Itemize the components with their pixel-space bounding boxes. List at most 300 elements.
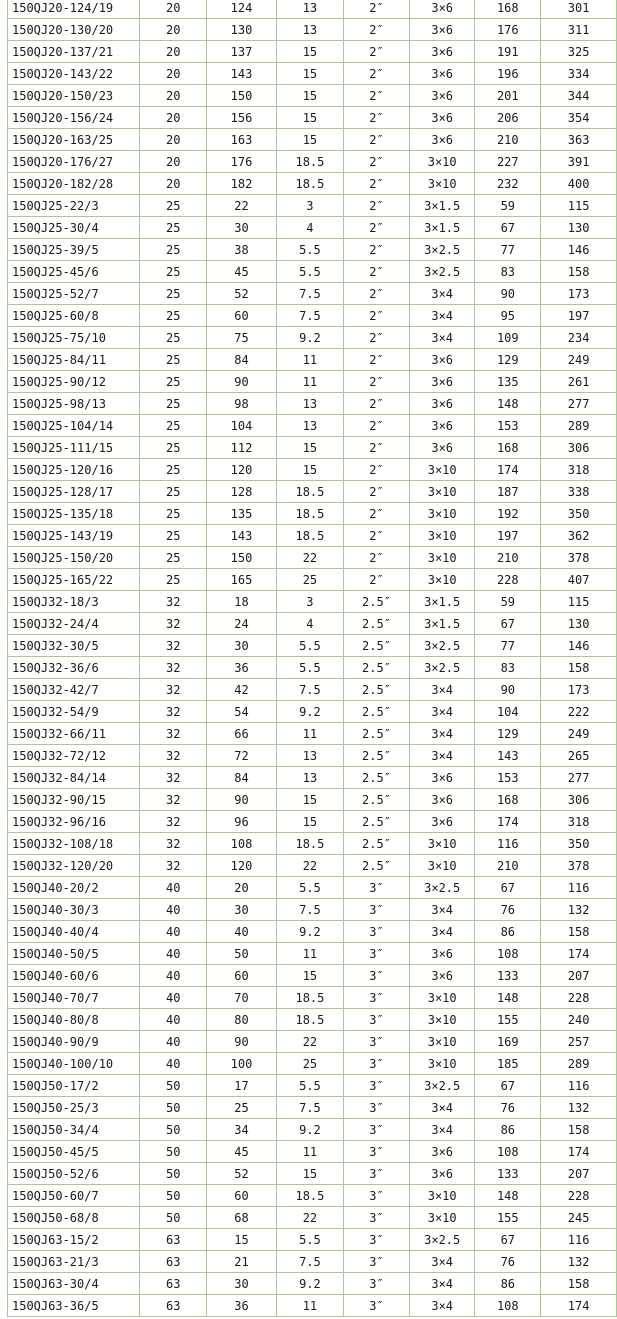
power-cell: 15 — [276, 437, 343, 459]
head-cell: 108 — [207, 833, 277, 855]
model-cell: 150QJ63-15/2 — [8, 1229, 140, 1251]
cable-cell: 3×10 — [410, 1009, 475, 1031]
head-cell: 98 — [207, 393, 277, 415]
outlet-cell: 2″ — [343, 0, 409, 19]
head-cell: 90 — [207, 789, 277, 811]
head-cell: 22 — [207, 195, 277, 217]
length-cell: 378 — [541, 547, 617, 569]
table-row — [8, 701, 617, 723]
weight-cell: 77 — [475, 239, 541, 261]
model-cell: 150QJ25-52/7 — [8, 283, 140, 305]
cable-cell: 3×1.5 — [410, 591, 475, 613]
length-cell: 146 — [541, 239, 617, 261]
weight-cell: 174 — [475, 459, 541, 481]
power-cell: 15 — [276, 107, 343, 129]
weight-cell: 86 — [475, 1119, 541, 1141]
table-row — [8, 745, 617, 767]
head-cell: 60 — [207, 965, 277, 987]
flow-cell: 20 — [140, 129, 207, 151]
head-cell: 75 — [207, 327, 277, 349]
cable-cell: 3×2.5 — [410, 1075, 475, 1097]
table-row — [8, 965, 617, 987]
cable-cell: 3×6 — [410, 63, 475, 85]
length-cell: 116 — [541, 1229, 617, 1251]
flow-cell: 40 — [140, 987, 207, 1009]
weight-cell: 67 — [475, 1075, 541, 1097]
flow-cell: 25 — [140, 239, 207, 261]
weight-cell: 168 — [475, 789, 541, 811]
table-row — [8, 459, 617, 481]
model-cell: 150QJ25-90/12 — [8, 371, 140, 393]
head-cell: 90 — [207, 1031, 277, 1053]
outlet-cell: 2″ — [343, 459, 409, 481]
outlet-cell: 2.5″ — [343, 833, 409, 855]
table-row — [8, 1031, 617, 1053]
cable-cell: 3×6 — [410, 0, 475, 19]
power-cell: 5.5 — [276, 877, 343, 899]
weight-cell: 153 — [475, 767, 541, 789]
power-cell: 9.2 — [276, 1273, 343, 1295]
power-cell: 18.5 — [276, 1009, 343, 1031]
model-cell: 150QJ40-50/5 — [8, 943, 140, 965]
cable-cell: 3×10 — [410, 503, 475, 525]
length-cell: 158 — [541, 1273, 617, 1295]
head-cell: 18 — [207, 591, 277, 613]
power-cell: 15 — [276, 789, 343, 811]
model-cell: 150QJ40-100/10 — [8, 1053, 140, 1075]
outlet-cell: 3″ — [343, 877, 409, 899]
table-row — [8, 437, 617, 459]
power-cell: 7.5 — [276, 305, 343, 327]
weight-cell: 210 — [475, 855, 541, 877]
head-cell: 100 — [207, 1053, 277, 1075]
power-cell: 22 — [276, 855, 343, 877]
cable-cell: 3×6 — [410, 19, 475, 41]
cable-cell: 3×4 — [410, 745, 475, 767]
power-cell: 15 — [276, 1163, 343, 1185]
power-cell: 7.5 — [276, 283, 343, 305]
length-cell: 158 — [541, 1119, 617, 1141]
flow-cell: 25 — [140, 261, 207, 283]
weight-cell: 67 — [475, 217, 541, 239]
outlet-cell: 2″ — [343, 19, 409, 41]
length-cell: 391 — [541, 151, 617, 173]
length-cell: 350 — [541, 503, 617, 525]
head-cell: 84 — [207, 767, 277, 789]
head-cell: 38 — [207, 239, 277, 261]
flow-cell: 32 — [140, 635, 207, 657]
head-cell: 45 — [207, 1141, 277, 1163]
model-cell: 150QJ50-60/7 — [8, 1185, 140, 1207]
length-cell: 115 — [541, 195, 617, 217]
table-row — [8, 855, 617, 877]
weight-cell: 168 — [475, 0, 541, 19]
head-cell: 120 — [207, 855, 277, 877]
spec-table-container — [7, 0, 617, 1317]
power-cell: 4 — [276, 613, 343, 635]
outlet-cell: 2.5″ — [343, 767, 409, 789]
weight-cell: 59 — [475, 195, 541, 217]
weight-cell: 67 — [475, 613, 541, 635]
outlet-cell: 2″ — [343, 393, 409, 415]
head-cell: 182 — [207, 173, 277, 195]
length-cell: 344 — [541, 85, 617, 107]
weight-cell: 153 — [475, 415, 541, 437]
outlet-cell: 3″ — [343, 921, 409, 943]
head-cell: 34 — [207, 1119, 277, 1141]
flow-cell: 40 — [140, 943, 207, 965]
table-row — [8, 173, 617, 195]
power-cell: 15 — [276, 129, 343, 151]
weight-cell: 197 — [475, 525, 541, 547]
cable-cell: 3×10 — [410, 569, 475, 591]
head-cell: 45 — [207, 261, 277, 283]
model-cell: 150QJ20-156/24 — [8, 107, 140, 129]
power-cell: 13 — [276, 745, 343, 767]
outlet-cell: 3″ — [343, 1185, 409, 1207]
flow-cell: 25 — [140, 195, 207, 217]
table-row — [8, 195, 617, 217]
length-cell: 311 — [541, 19, 617, 41]
flow-cell: 40 — [140, 921, 207, 943]
length-cell: 146 — [541, 635, 617, 657]
table-row — [8, 1119, 617, 1141]
outlet-cell: 2″ — [343, 151, 409, 173]
power-cell: 11 — [276, 1141, 343, 1163]
outlet-cell: 2.5″ — [343, 789, 409, 811]
head-cell: 68 — [207, 1207, 277, 1229]
flow-cell: 50 — [140, 1185, 207, 1207]
head-cell: 30 — [207, 635, 277, 657]
weight-cell: 174 — [475, 811, 541, 833]
weight-cell: 67 — [475, 1229, 541, 1251]
flow-cell: 32 — [140, 811, 207, 833]
outlet-cell: 3″ — [343, 1141, 409, 1163]
table-row — [8, 635, 617, 657]
weight-cell: 196 — [475, 63, 541, 85]
length-cell: 173 — [541, 679, 617, 701]
table-row — [8, 349, 617, 371]
model-cell: 150QJ50-52/6 — [8, 1163, 140, 1185]
flow-cell: 63 — [140, 1273, 207, 1295]
table-row — [8, 1295, 617, 1317]
model-cell: 150QJ40-20/2 — [8, 877, 140, 899]
model-cell: 150QJ32-42/7 — [8, 679, 140, 701]
table-row — [8, 217, 617, 239]
power-cell: 9.2 — [276, 327, 343, 349]
head-cell: 80 — [207, 1009, 277, 1031]
power-cell: 7.5 — [276, 1097, 343, 1119]
outlet-cell: 2″ — [343, 107, 409, 129]
table-row — [8, 1273, 617, 1295]
model-cell: 150QJ32-96/16 — [8, 811, 140, 833]
table-row — [8, 943, 617, 965]
outlet-cell: 2″ — [343, 569, 409, 591]
cable-cell: 3×6 — [410, 1141, 475, 1163]
outlet-cell: 3″ — [343, 1097, 409, 1119]
length-cell: 115 — [541, 591, 617, 613]
cable-cell: 3×10 — [410, 151, 475, 173]
outlet-cell: 2.5″ — [343, 723, 409, 745]
weight-cell: 192 — [475, 503, 541, 525]
weight-cell: 169 — [475, 1031, 541, 1053]
weight-cell: 95 — [475, 305, 541, 327]
length-cell: 240 — [541, 1009, 617, 1031]
weight-cell: 104 — [475, 701, 541, 723]
flow-cell: 25 — [140, 437, 207, 459]
table-row — [8, 1207, 617, 1229]
power-cell: 5.5 — [276, 1075, 343, 1097]
length-cell: 407 — [541, 569, 617, 591]
length-cell: 174 — [541, 1141, 617, 1163]
flow-cell: 20 — [140, 63, 207, 85]
cable-cell: 3×2.5 — [410, 239, 475, 261]
model-cell: 150QJ40-70/7 — [8, 987, 140, 1009]
table-row — [8, 19, 617, 41]
table-row — [8, 1009, 617, 1031]
head-cell: 52 — [207, 283, 277, 305]
flow-cell: 32 — [140, 789, 207, 811]
cable-cell: 3×6 — [410, 965, 475, 987]
head-cell: 156 — [207, 107, 277, 129]
cable-cell: 3×4 — [410, 305, 475, 327]
power-cell: 5.5 — [276, 635, 343, 657]
model-cell: 150QJ25-84/11 — [8, 349, 140, 371]
cable-cell: 3×4 — [410, 1251, 475, 1273]
length-cell: 257 — [541, 1031, 617, 1053]
length-cell: 222 — [541, 701, 617, 723]
weight-cell: 228 — [475, 569, 541, 591]
outlet-cell: 2″ — [343, 415, 409, 437]
table-row — [8, 789, 617, 811]
cable-cell: 3×1.5 — [410, 195, 475, 217]
model-cell: 150QJ40-30/3 — [8, 899, 140, 921]
flow-cell: 50 — [140, 1207, 207, 1229]
flow-cell: 32 — [140, 767, 207, 789]
flow-cell: 25 — [140, 349, 207, 371]
power-cell: 9.2 — [276, 921, 343, 943]
outlet-cell: 3″ — [343, 943, 409, 965]
model-cell: 150QJ50-68/8 — [8, 1207, 140, 1229]
cable-cell: 3×6 — [410, 371, 475, 393]
weight-cell: 108 — [475, 1295, 541, 1317]
power-cell: 18.5 — [276, 503, 343, 525]
cable-cell: 3×10 — [410, 1031, 475, 1053]
outlet-cell: 2.5″ — [343, 679, 409, 701]
weight-cell: 148 — [475, 1185, 541, 1207]
length-cell: 116 — [541, 877, 617, 899]
model-cell: 150QJ50-17/2 — [8, 1075, 140, 1097]
outlet-cell: 3″ — [343, 899, 409, 921]
power-cell: 11 — [276, 943, 343, 965]
cable-cell: 3×6 — [410, 437, 475, 459]
power-cell: 7.5 — [276, 1251, 343, 1273]
cable-cell: 3×6 — [410, 943, 475, 965]
model-cell: 150QJ25-135/18 — [8, 503, 140, 525]
weight-cell: 76 — [475, 1097, 541, 1119]
length-cell: 197 — [541, 305, 617, 327]
model-cell: 150QJ50-45/5 — [8, 1141, 140, 1163]
model-cell: 150QJ25-111/15 — [8, 437, 140, 459]
cable-cell: 3×6 — [410, 767, 475, 789]
cable-cell: 3×2.5 — [410, 1229, 475, 1251]
flow-cell: 32 — [140, 855, 207, 877]
table-row — [8, 371, 617, 393]
weight-cell: 155 — [475, 1009, 541, 1031]
flow-cell: 25 — [140, 371, 207, 393]
head-cell: 30 — [207, 217, 277, 239]
power-cell: 13 — [276, 415, 343, 437]
power-cell: 15 — [276, 965, 343, 987]
spec-table-body — [8, 0, 617, 1317]
flow-cell: 25 — [140, 283, 207, 305]
length-cell: 363 — [541, 129, 617, 151]
flow-cell: 63 — [140, 1295, 207, 1317]
weight-cell: 86 — [475, 921, 541, 943]
cable-cell: 3×10 — [410, 1207, 475, 1229]
table-row — [8, 1097, 617, 1119]
flow-cell: 40 — [140, 877, 207, 899]
flow-cell: 50 — [140, 1075, 207, 1097]
power-cell: 22 — [276, 1031, 343, 1053]
outlet-cell: 2″ — [343, 195, 409, 217]
model-cell: 150QJ32-36/6 — [8, 657, 140, 679]
head-cell: 104 — [207, 415, 277, 437]
length-cell: 174 — [541, 1295, 617, 1317]
flow-cell: 20 — [140, 19, 207, 41]
power-cell: 18.5 — [276, 481, 343, 503]
flow-cell: 40 — [140, 1053, 207, 1075]
weight-cell: 83 — [475, 261, 541, 283]
length-cell: 228 — [541, 1185, 617, 1207]
power-cell: 15 — [276, 811, 343, 833]
outlet-cell: 3″ — [343, 1075, 409, 1097]
model-cell: 150QJ25-165/22 — [8, 569, 140, 591]
length-cell: 158 — [541, 261, 617, 283]
flow-cell: 40 — [140, 1009, 207, 1031]
outlet-cell: 2.5″ — [343, 701, 409, 723]
power-cell: 11 — [276, 371, 343, 393]
model-cell: 150QJ25-39/5 — [8, 239, 140, 261]
outlet-cell: 2.5″ — [343, 635, 409, 657]
table-row — [8, 85, 617, 107]
length-cell: 130 — [541, 217, 617, 239]
cable-cell: 3×4 — [410, 283, 475, 305]
outlet-cell: 2″ — [343, 371, 409, 393]
flow-cell: 40 — [140, 899, 207, 921]
cable-cell: 3×4 — [410, 701, 475, 723]
power-cell: 18.5 — [276, 525, 343, 547]
length-cell: 261 — [541, 371, 617, 393]
outlet-cell: 3″ — [343, 987, 409, 1009]
power-cell: 5.5 — [276, 1229, 343, 1251]
model-cell: 150QJ32-108/18 — [8, 833, 140, 855]
head-cell: 150 — [207, 547, 277, 569]
power-cell: 11 — [276, 1295, 343, 1317]
table-row — [8, 107, 617, 129]
flow-cell: 63 — [140, 1229, 207, 1251]
flow-cell: 25 — [140, 525, 207, 547]
cable-cell: 3×10 — [410, 833, 475, 855]
model-cell: 150QJ20-163/25 — [8, 129, 140, 151]
outlet-cell: 3″ — [343, 1295, 409, 1317]
length-cell: 132 — [541, 899, 617, 921]
model-cell: 150QJ25-30/4 — [8, 217, 140, 239]
length-cell: 234 — [541, 327, 617, 349]
model-cell: 150QJ25-143/19 — [8, 525, 140, 547]
weight-cell: 83 — [475, 657, 541, 679]
model-cell: 150QJ40-90/9 — [8, 1031, 140, 1053]
model-cell: 150QJ25-150/20 — [8, 547, 140, 569]
model-cell: 150QJ20-176/27 — [8, 151, 140, 173]
length-cell: 132 — [541, 1097, 617, 1119]
cable-cell: 3×4 — [410, 1295, 475, 1317]
head-cell: 163 — [207, 129, 277, 151]
flow-cell: 25 — [140, 481, 207, 503]
cable-cell: 3×1.5 — [410, 217, 475, 239]
flow-cell: 32 — [140, 657, 207, 679]
length-cell: 350 — [541, 833, 617, 855]
model-cell: 150QJ32-72/12 — [8, 745, 140, 767]
head-cell: 72 — [207, 745, 277, 767]
model-cell: 150QJ20-150/23 — [8, 85, 140, 107]
weight-cell: 232 — [475, 173, 541, 195]
length-cell: 130 — [541, 613, 617, 635]
table-row — [8, 129, 617, 151]
model-cell: 150QJ40-60/6 — [8, 965, 140, 987]
outlet-cell: 3″ — [343, 1119, 409, 1141]
head-cell: 54 — [207, 701, 277, 723]
outlet-cell: 2″ — [343, 349, 409, 371]
weight-cell: 155 — [475, 1207, 541, 1229]
weight-cell: 76 — [475, 1251, 541, 1273]
flow-cell: 20 — [140, 151, 207, 173]
weight-cell: 129 — [475, 723, 541, 745]
flow-cell: 32 — [140, 723, 207, 745]
power-cell: 13 — [276, 0, 343, 19]
power-cell: 22 — [276, 547, 343, 569]
cable-cell: 3×10 — [410, 855, 475, 877]
flow-cell: 25 — [140, 503, 207, 525]
outlet-cell: 2″ — [343, 503, 409, 525]
model-cell: 150QJ32-90/15 — [8, 789, 140, 811]
power-cell: 15 — [276, 85, 343, 107]
flow-cell: 25 — [140, 305, 207, 327]
model-cell: 150QJ32-84/14 — [8, 767, 140, 789]
outlet-cell: 3″ — [343, 1207, 409, 1229]
head-cell: 130 — [207, 19, 277, 41]
power-cell: 11 — [276, 723, 343, 745]
model-cell: 150QJ32-66/11 — [8, 723, 140, 745]
power-cell: 3 — [276, 591, 343, 613]
power-cell: 5.5 — [276, 239, 343, 261]
head-cell: 84 — [207, 349, 277, 371]
flow-cell: 25 — [140, 327, 207, 349]
model-cell: 150QJ32-54/9 — [8, 701, 140, 723]
model-cell: 150QJ32-24/4 — [8, 613, 140, 635]
weight-cell: 148 — [475, 393, 541, 415]
length-cell: 116 — [541, 1075, 617, 1097]
outlet-cell: 3″ — [343, 1053, 409, 1075]
table-row — [8, 877, 617, 899]
model-cell: 150QJ25-98/13 — [8, 393, 140, 415]
flow-cell: 32 — [140, 613, 207, 635]
model-cell: 150QJ25-45/6 — [8, 261, 140, 283]
cable-cell: 3×6 — [410, 415, 475, 437]
cable-cell: 3×4 — [410, 921, 475, 943]
model-cell: 150QJ40-40/4 — [8, 921, 140, 943]
length-cell: 325 — [541, 41, 617, 63]
